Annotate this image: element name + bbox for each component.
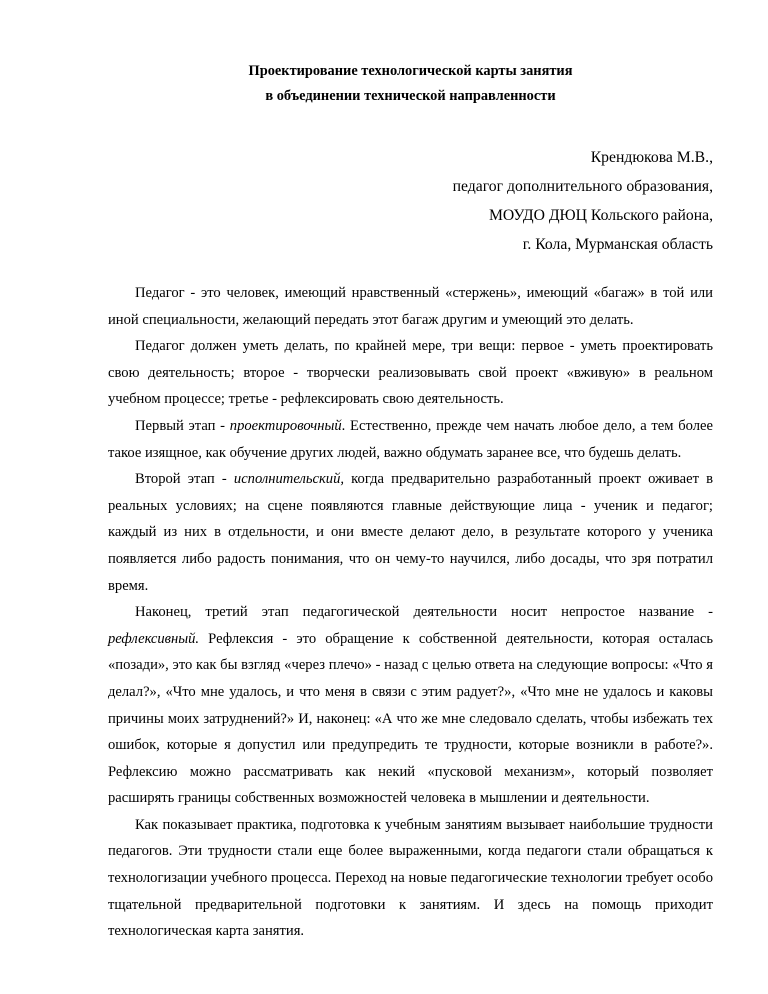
- title-line-1: Проектирование технологической карты занятия: [248, 63, 573, 79]
- author-position: педагог дополнительного образования,: [452, 178, 713, 195]
- paragraph-5: [108, 599, 713, 812]
- paragraph-2: Педагог должен уметь делать, по крайней мере, три вещи: первое - уметь проектировать свою деятельность; второе - творчески реализовывать свой проект «вживую» в реальном учебном процессе; третье - рефлексировать свою деятельность.: [108, 338, 713, 408]
- author-organization: МОУДО ДЮЦ Кольского района,: [488, 207, 713, 224]
- paragraph-5-rest: Рефлексия - это обращение к собственной деятельности, которая осталась «позади», это как бы взгляд «через плечо» - назад с целью ответа на следующие вопросы: «Что я делал?», «Что мне удалось, и что меня в связи с этим радует?», «Что мне не удалось и каковы причины моих затруднений?» И, наконец: «А что же мне следовало сделать, чтобы избежать тех ошибок, которые я допустил или предупредить те трудности, которые возникли в работе?». Рефлексию можно рассматривать как некий «пусковой механизм», который позволяет расширять границы собственных возможностей человека в мышлении и деятельности.: [108, 630, 713, 807]
- paragraph-5-lead: Наконец, третий этап педагогической деятельности носит непростое название -: [135, 604, 713, 621]
- paragraph-1: Педагог - это человек, имеющий нравственный «стержень», имеющий «багаж» в той или иной специальности, желающий передать этот багаж другим и умеющий это делать.: [108, 285, 713, 328]
- paragraph-4-lead: Второй этап -: [135, 471, 234, 488]
- author-name: Крендюкова М.В.,: [590, 149, 713, 166]
- paragraph-3: [108, 413, 713, 466]
- paragraph-4: [108, 466, 713, 599]
- author-location: г. Кола, Мурманская область: [522, 236, 713, 253]
- paragraph-3-lead: Первый этап -: [135, 417, 230, 434]
- author-block: [108, 143, 713, 259]
- paragraph-3-emphasis: проектировочный: [229, 417, 342, 434]
- document-body: [108, 280, 713, 945]
- document-page: [108, 59, 713, 945]
- paragraph-4-rest: когда предварительно разработанный проект оживает в реальных условиях; на сцене появляются главные действующие лица - ученик и педагог; каждый из них в отдельности, и они вместе делают дело, в результате которого у ученика появляется либо радость понимания, что он чему-то научился, либо досады, что зря потратил время.: [108, 471, 714, 594]
- paragraph-3-rest: . Естественно, прежде чем начать любое дело, а тем более такое изящное, как обучение других людей, важно обдумать заранее все, что будешь делать.: [108, 417, 713, 461]
- document-title: [108, 59, 713, 109]
- title-line-2: в объединении технической направленности: [265, 88, 556, 104]
- paragraph-6: Как показывает практика, подготовка к учебным занятиям вызывает наибольшие трудности педагогов. Эти трудности стали еще более выраженными, когда педагоги стали обращаться к технологизации учебного процесса. Переход на новые педагогические технологии требует особо тщательной предварительной подготовки к занятиям. И здесь на помощь приходит технологическая карта занятия.: [108, 816, 713, 940]
- paragraph-5-emphasis: рефлексивный.: [108, 630, 200, 647]
- paragraph-4-emphasis: исполнительский,: [233, 471, 345, 488]
